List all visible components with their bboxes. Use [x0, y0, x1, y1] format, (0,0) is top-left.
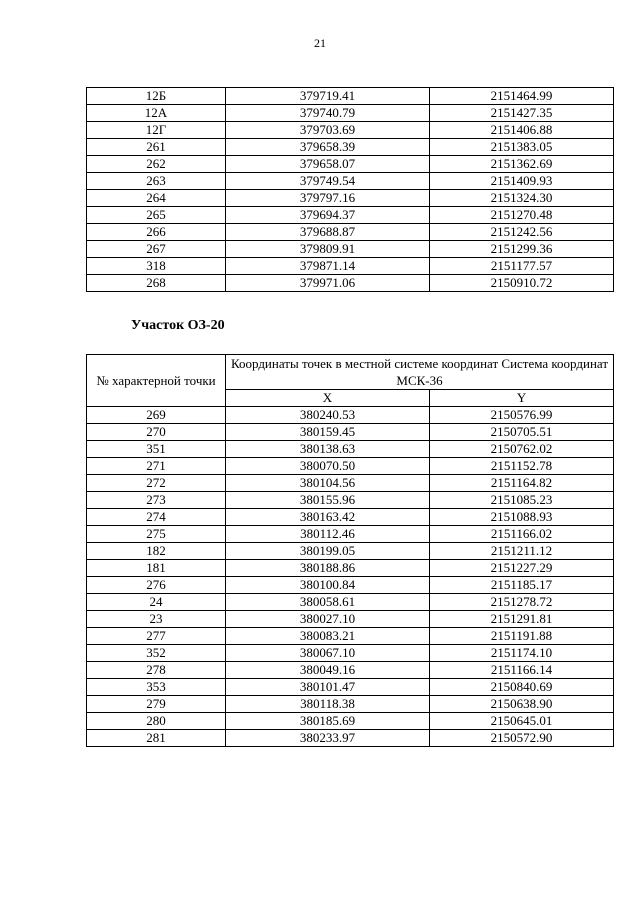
- x-coordinate-cell: 380100.84: [226, 577, 430, 594]
- point-number-cell: 279: [87, 696, 226, 713]
- table-row: [87, 475, 614, 492]
- y-coordinate-cell: 2150576.99: [430, 407, 614, 424]
- point-number-cell: 261: [87, 139, 226, 156]
- x-coordinate-cell: 380070.50: [226, 458, 430, 475]
- table-row: [87, 173, 614, 190]
- x-coordinate-cell: 380138.63: [226, 441, 430, 458]
- y-coordinate-cell: 2151166.14: [430, 662, 614, 679]
- y-coordinate-cell: 2151164.82: [430, 475, 614, 492]
- x-coordinate-cell: 379658.07: [226, 156, 430, 173]
- table-row: [87, 156, 614, 173]
- table-row: [87, 713, 614, 730]
- x-coordinate-cell: 380083.21: [226, 628, 430, 645]
- table-row: [87, 458, 614, 475]
- point-number-cell: 353: [87, 679, 226, 696]
- y-coordinate-cell: 2150645.01: [430, 713, 614, 730]
- point-number-cell: 264: [87, 190, 226, 207]
- page-number: 21: [314, 36, 326, 50]
- header-point-number: № характерной точки: [87, 355, 226, 407]
- x-coordinate-cell: 379749.54: [226, 173, 430, 190]
- y-coordinate-cell: 2150705.51: [430, 424, 614, 441]
- point-number-cell: 266: [87, 224, 226, 241]
- point-number-cell: 24: [87, 594, 226, 611]
- point-number-cell: 269: [87, 407, 226, 424]
- point-number-cell: 280: [87, 713, 226, 730]
- point-number-cell: 271: [87, 458, 226, 475]
- x-coordinate-cell: 379809.91: [226, 241, 430, 258]
- x-coordinate-cell: 380101.47: [226, 679, 430, 696]
- x-coordinate-cell: 379871.14: [226, 258, 430, 275]
- y-coordinate-cell: 2150840.69: [430, 679, 614, 696]
- y-coordinate-cell: 2150572.90: [430, 730, 614, 747]
- x-coordinate-cell: 379694.37: [226, 207, 430, 224]
- point-number-cell: 352: [87, 645, 226, 662]
- table-row: [87, 526, 614, 543]
- coordinates-table-body: [87, 88, 614, 292]
- x-coordinate-cell: 380118.38: [226, 696, 430, 713]
- header-row: [87, 355, 614, 390]
- x-coordinate-cell: 380067.10: [226, 645, 430, 662]
- section-heading: Участок ОЗ-20: [131, 318, 225, 333]
- point-number-cell: 277: [87, 628, 226, 645]
- y-coordinate-cell: 2151406.88: [430, 122, 614, 139]
- x-coordinate-cell: 380155.96: [226, 492, 430, 509]
- table-row: [87, 105, 614, 122]
- table-row: [87, 560, 614, 577]
- x-coordinate-cell: 380027.10: [226, 611, 430, 628]
- y-coordinate-cell: 2151409.93: [430, 173, 614, 190]
- point-number-cell: 272: [87, 475, 226, 492]
- y-coordinate-cell: 2151464.99: [430, 88, 614, 105]
- coordinates-table-continued: [86, 87, 614, 292]
- y-coordinate-cell: 2151291.81: [430, 611, 614, 628]
- x-coordinate-cell: 379703.69: [226, 122, 430, 139]
- table-row: [87, 662, 614, 679]
- y-coordinate-cell: 2151227.29: [430, 560, 614, 577]
- point-number-cell: 23: [87, 611, 226, 628]
- point-number-cell: 268: [87, 275, 226, 292]
- table-row: [87, 190, 614, 207]
- x-coordinate-cell: 380112.46: [226, 526, 430, 543]
- y-coordinate-cell: 2151174.10: [430, 645, 614, 662]
- table-row: [87, 207, 614, 224]
- header-x: X: [226, 390, 430, 407]
- table-row: [87, 424, 614, 441]
- y-coordinate-cell: 2150762.02: [430, 441, 614, 458]
- y-coordinate-cell: 2151383.05: [430, 139, 614, 156]
- point-number-cell: 12Г: [87, 122, 226, 139]
- y-coordinate-cell: 2151299.36: [430, 241, 614, 258]
- y-coordinate-cell: 2151242.56: [430, 224, 614, 241]
- table-row: [87, 139, 614, 156]
- table-row: [87, 730, 614, 747]
- y-coordinate-cell: 2151191.88: [430, 628, 614, 645]
- y-coordinate-cell: 2150638.90: [430, 696, 614, 713]
- table-row: [87, 241, 614, 258]
- x-coordinate-cell: 380049.16: [226, 662, 430, 679]
- table-row: [87, 122, 614, 139]
- header-y: Y: [430, 390, 614, 407]
- y-coordinate-cell: 2151270.48: [430, 207, 614, 224]
- table-row: [87, 492, 614, 509]
- x-coordinate-cell: 380233.97: [226, 730, 430, 747]
- y-coordinate-cell: 2151177.57: [430, 258, 614, 275]
- table-header: [87, 355, 614, 407]
- table-row: [87, 224, 614, 241]
- x-coordinate-cell: 379740.79: [226, 105, 430, 122]
- table-row: [87, 696, 614, 713]
- point-number-cell: 351: [87, 441, 226, 458]
- point-number-cell: 276: [87, 577, 226, 594]
- point-number-cell: 181: [87, 560, 226, 577]
- y-coordinate-cell: 2151427.35: [430, 105, 614, 122]
- point-number-cell: 265: [87, 207, 226, 224]
- point-number-cell: 12А: [87, 105, 226, 122]
- x-coordinate-cell: 379971.06: [226, 275, 430, 292]
- x-coordinate-cell: 380104.56: [226, 475, 430, 492]
- y-coordinate-cell: 2151152.78: [430, 458, 614, 475]
- y-coordinate-cell: 2151324.30: [430, 190, 614, 207]
- table-row: [87, 407, 614, 424]
- table-row: [87, 628, 614, 645]
- coordinates-table-oz20: [86, 354, 614, 747]
- table-row: [87, 611, 614, 628]
- point-number-cell: 273: [87, 492, 226, 509]
- y-coordinate-cell: 2151278.72: [430, 594, 614, 611]
- point-number-cell: 263: [87, 173, 226, 190]
- point-number-cell: 318: [87, 258, 226, 275]
- table-row: [87, 679, 614, 696]
- y-coordinate-cell: 2150910.72: [430, 275, 614, 292]
- point-number-cell: 274: [87, 509, 226, 526]
- header-coordinates: Координаты точек в местной системе координат Система координат МСК-36: [226, 355, 614, 390]
- table-row: [87, 258, 614, 275]
- point-number-cell: 275: [87, 526, 226, 543]
- coordinates-table-body: [87, 407, 614, 747]
- y-coordinate-cell: 2151185.17: [430, 577, 614, 594]
- x-coordinate-cell: 380185.69: [226, 713, 430, 730]
- x-coordinate-cell: 380163.42: [226, 509, 430, 526]
- y-coordinate-cell: 2151362.69: [430, 156, 614, 173]
- table-row: [87, 594, 614, 611]
- table-row: [87, 88, 614, 105]
- point-number-cell: 262: [87, 156, 226, 173]
- point-number-cell: 278: [87, 662, 226, 679]
- x-coordinate-cell: 380058.61: [226, 594, 430, 611]
- table-row: [87, 509, 614, 526]
- y-coordinate-cell: 2151211.12: [430, 543, 614, 560]
- point-number-cell: 182: [87, 543, 226, 560]
- x-coordinate-cell: 380188.86: [226, 560, 430, 577]
- table-row: [87, 543, 614, 560]
- table-row: [87, 645, 614, 662]
- x-coordinate-cell: 379719.41: [226, 88, 430, 105]
- y-coordinate-cell: 2151166.02: [430, 526, 614, 543]
- table-row: [87, 577, 614, 594]
- x-coordinate-cell: 379658.39: [226, 139, 430, 156]
- point-number-cell: 267: [87, 241, 226, 258]
- x-coordinate-cell: 380240.53: [226, 407, 430, 424]
- point-number-cell: 270: [87, 424, 226, 441]
- x-coordinate-cell: 380199.05: [226, 543, 430, 560]
- x-coordinate-cell: 379688.87: [226, 224, 430, 241]
- point-number-cell: 281: [87, 730, 226, 747]
- table-row: [87, 441, 614, 458]
- y-coordinate-cell: 2151088.93: [430, 509, 614, 526]
- x-coordinate-cell: 379797.16: [226, 190, 430, 207]
- point-number-cell: 12Б: [87, 88, 226, 105]
- y-coordinate-cell: 2151085.23: [430, 492, 614, 509]
- x-coordinate-cell: 380159.45: [226, 424, 430, 441]
- table-row: [87, 275, 614, 292]
